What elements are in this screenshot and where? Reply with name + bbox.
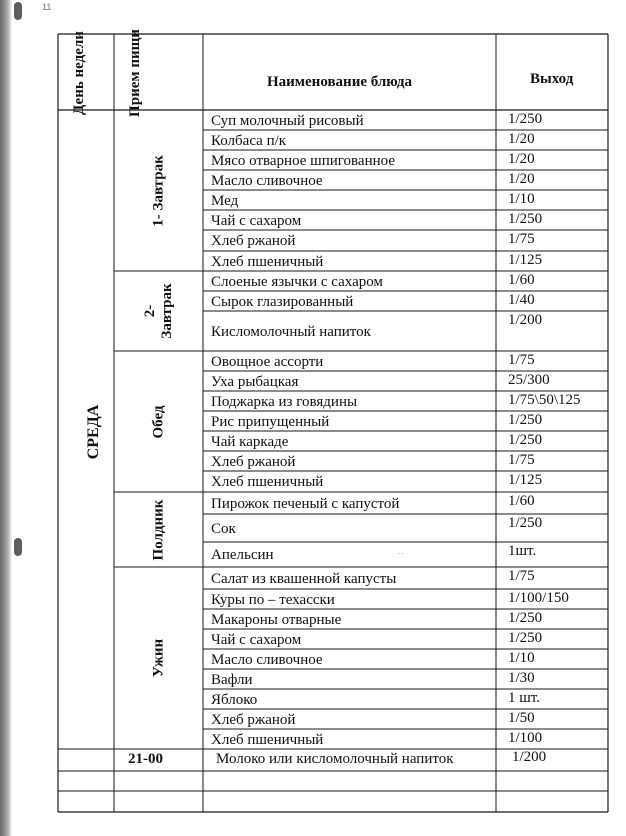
dish-name: Хлеб пшеничный xyxy=(211,474,324,490)
dish-yield: 1шт. xyxy=(508,543,537,559)
meal-label: Ужин xyxy=(149,638,166,678)
dish-yield: 1/20 xyxy=(508,151,535,167)
dish-name: Сок xyxy=(211,520,236,537)
meal-label: 2- Завтрак xyxy=(141,283,175,339)
dish-name: Хлеб ржаной xyxy=(211,233,296,249)
dish-yield: 1/10 xyxy=(508,650,535,666)
dish-yield: 1/125 xyxy=(508,472,543,488)
meal-label: 1- Завтрак xyxy=(149,154,166,227)
dish-name: Уха рыбацкая xyxy=(211,373,299,390)
header-day: День недели xyxy=(70,31,87,115)
evening-time: 21-00 xyxy=(128,751,163,767)
evening-yield: 1/200 xyxy=(512,749,547,765)
dish-name: Рис припущенный xyxy=(211,413,330,430)
dish-yield: 1/75 xyxy=(508,231,535,247)
dish-name: Вафли xyxy=(211,671,253,688)
dish-name: Чай с сахаром xyxy=(211,212,302,229)
dish-name: Куры по – техасски xyxy=(211,591,335,608)
dish-yield: 1/60 xyxy=(508,493,535,509)
dish-yield: 1/250 xyxy=(508,211,543,227)
dish-name: Слоеные язычки с сахаром xyxy=(211,273,383,290)
dish-yield: 1/250 xyxy=(508,432,543,448)
dish-yield: 1/75 xyxy=(508,452,535,468)
dish-yield: 1/100/150 xyxy=(508,590,569,606)
dish-name: Мясо отварное шпигованное xyxy=(211,152,395,169)
dish-name: Сырок глазированный xyxy=(211,293,354,310)
dish-name: Масло сливочное xyxy=(211,651,323,668)
dish-yield: 1/40 xyxy=(508,292,535,308)
dish-yield: 1/50 xyxy=(508,710,535,726)
dish-yield: 1/250 xyxy=(508,610,543,626)
dish-name: Хлеб ржаной xyxy=(211,711,296,728)
meal-label: Обед xyxy=(149,404,166,439)
dish-yield: 1/75 xyxy=(508,568,535,584)
dish-name: Поджарка из говядины xyxy=(211,393,358,410)
dish-yield: 1/10 xyxy=(508,191,535,207)
header-meal: Прием пищи xyxy=(126,29,143,117)
dish-name: Кисломолочный напиток xyxy=(211,323,371,340)
dish-yield: 1/125 xyxy=(508,252,543,268)
dish-name: Овощное ассорти xyxy=(211,353,324,370)
dish-yield: 1/250 xyxy=(508,111,543,127)
scan-artifact: .. xyxy=(398,546,405,556)
dish-yield: 1/60 xyxy=(508,272,535,288)
dish-name: Колбаса п/к xyxy=(211,132,287,149)
meal-label: Полдник xyxy=(149,499,166,560)
header-yield: Выход xyxy=(530,71,574,87)
dish-yield: 1/30 xyxy=(508,670,535,686)
header-dish: Наименование блюда xyxy=(267,74,412,90)
dish-name: Масло сливочное xyxy=(211,172,323,189)
dish-yield: 1/100 xyxy=(508,730,543,746)
dish-yield: 1/250 xyxy=(508,630,543,646)
dish-yield: 1/200 xyxy=(508,312,543,328)
scan-corner-mark: 11 xyxy=(42,2,52,12)
dish-name: Мед xyxy=(211,192,239,209)
dish-name: Хлеб пшеничный xyxy=(211,731,324,748)
dish-yield: 1 шт. xyxy=(508,690,540,706)
dish-name: Чай каркаде xyxy=(211,433,289,450)
evening-dish: Молоко или кисломолочный напиток xyxy=(216,751,454,767)
dish-name: Салат из квашенной капусты xyxy=(211,570,397,587)
dish-yield: 1/75\50\125 xyxy=(508,392,581,408)
dish-name: Хлеб пшеничный xyxy=(211,253,324,270)
dish-name: Макароны отварные xyxy=(211,611,342,628)
dish-name: Пирожок печеный с капустой xyxy=(211,495,400,512)
dish-yield: 1/250 xyxy=(508,515,543,531)
dish-yield: 1/250 xyxy=(508,412,543,428)
dish-name: Хлеб ржаной xyxy=(211,453,296,470)
dish-name: Апельсин xyxy=(211,547,274,563)
dish-name: Суп молочный рисовый xyxy=(211,112,364,129)
dish-yield: 1/20 xyxy=(508,131,535,147)
dish-name: Яблоко xyxy=(211,691,258,708)
dish-yield: 25/300 xyxy=(508,372,550,388)
day-label: СРЕДА xyxy=(85,404,102,460)
dish-yield: 1/75 xyxy=(508,352,535,368)
dish-name: Чай с сахаром xyxy=(211,631,302,648)
dish-yield: 1/20 xyxy=(508,171,535,187)
